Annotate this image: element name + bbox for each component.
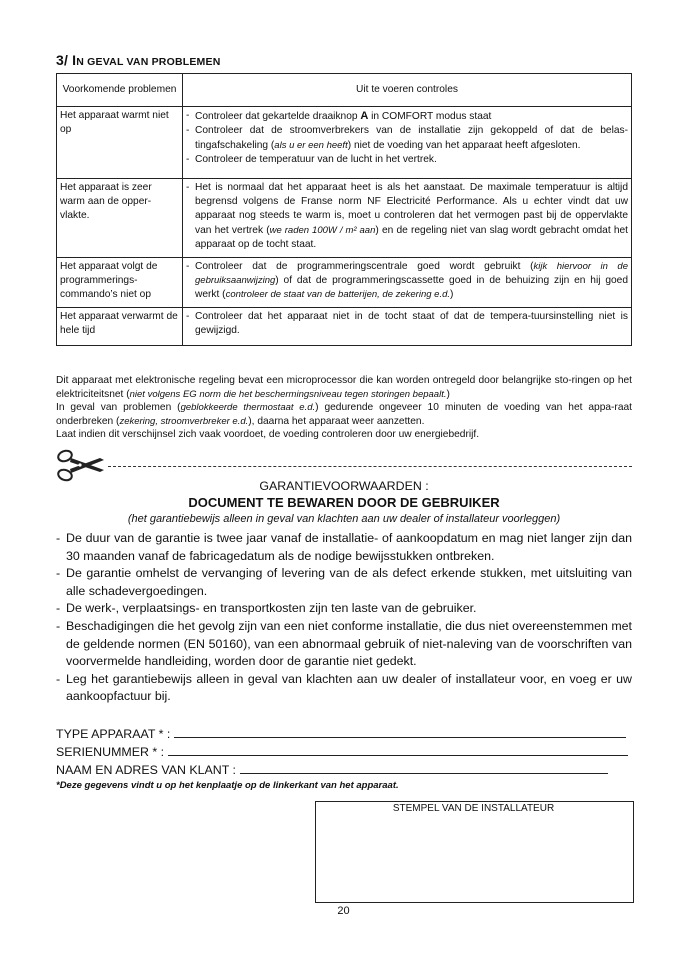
note-paragraph: Laat indien dit verschijnsel zich vaak voordoet, de voeding controleren door uw energiebedrijf. [56,429,480,441]
warranty-instruction: (het garantiebewijs alleen in geval van klachten aan uw dealer of installateur voorleggen) [127,513,561,525]
check-item: - Controleer dat gekartelde draaiknop A in COMFORT modus staat [186,109,628,124]
type-field: TYPE APPARAAT * : [56,727,626,741]
installer-stamp-box [315,801,634,903]
checks-cell [183,257,632,307]
page-number: 20 [337,905,350,917]
check-item: - Controleer dat de stroomverbrekers van de installatie zijn gekoppeld of dat de belas-tingafschakeling (als u er een heeft) niet de voeding van het apparaat heeft afgesloten. [186,124,628,153]
check-item: - Controleer dat het apparaat niet in de tocht staat of dat de tempera-tuursinstelling niet is gewijzigd. [186,310,628,339]
warranty-item: - Leg het garantiebewijs alleen in geval van klachten aan uw dealer of installateur voor, en voeg er uw aankoopfactuur bij. [56,671,632,706]
warranty-item: - De duur van de garantie is twee jaar vanaf de installatie- of aankoopdatum en mag niet langer zijn dan 30 maanden vanaf de fabricagedatum als de nodige bewijsstukken ontbreken. [56,530,632,565]
table-row [57,257,632,307]
type-input-line[interactable] [174,727,626,738]
note-paragraph: In geval van problemen (geblokkeerde thermostaat e.d.) gedurende ongeveer 10 minuten de voeding van het appa-raat onderbreken (zekering, stroomverbreker e.d.), daarna het apparaat weer aanzetten. [56,402,632,427]
warranty-item: - Beschadigingen die het gevolg zijn van een niet conforme installatie, die dus niet overeenstemmen met de geldende normen (EN 50160), van een abnormaal gebruik of niet-naleving van de voorschriften van voorvermelde handleiding, worden door de garantie niet gedekt. [56,618,632,671]
header-problems: Voorkomende problemen [57,74,183,107]
electronics-note [56,374,632,442]
check-item: - Controleer de temperatuur van de lucht in het vertrek. [186,153,628,167]
problem-cell: Het apparaat volgt de programmerings-commando’s niet op [57,257,183,307]
header-checks: Uit te voeren controles [183,74,632,107]
table-header-row [57,74,632,107]
warranty-item: - De garantie omhelst de vervanging of levering van de als defect erkende stukken, met uitsluiting van alle schadevergoedingen. [56,565,632,600]
check-item: - Controleer dat de programmeringscentrale goed wordt gebruikt (kijk hiervoor in de gebruiksaanwijzing) of dat de programmeringscassette goed in de behuizing zijn en hij goed werkt (controleer de staat van de batterijen, de zekering e.d.) [186,260,628,303]
problem-cell: Het apparaat verwarmt de hele tijd [57,307,183,345]
warranty-subheading: DOCUMENT TE BEWAREN DOOR DE GEBRUIKER [188,495,500,510]
checks-cell [183,178,632,257]
check-item: - Het is normaal dat het apparaat heet is als het aanstaat. De maximale temperatuur is altijd begrensd volgens de Franse norm NF Electricité Performance. Als u echter vindt dat uw apparaat nog steeds te warm is, moet u controleren dat het vermogen past bij de oppervlakte van het vertrek (we raden 100W / m² aan) en de regeling niet van slag wordt gebracht omdat het apparaat op de tocht staat. [186,181,628,253]
cut-line [108,466,632,467]
checks-cell [183,107,632,179]
warranty-terms [56,530,632,706]
serial-field: SERIENUMMER * : [56,745,628,759]
section-title: 3/ IN GEVAL VAN PROBLEMEN [56,52,221,68]
problem-cell: Het apparaat is zeer warm aan de opper-vlakte. [57,178,183,257]
stamp-label: STEMPEL VAN DE INSTALLATEUR [392,803,555,814]
customer-input-line[interactable] [240,763,608,774]
troubleshooting-table [56,73,632,346]
warranty-item: - De werk-, verplaatsings- en transportkosten zijn ten laste van de gebruiker. [56,600,632,618]
fields-footnote: *Deze gegevens vindt u op het kenplaatje op de linkerkant van het apparaat. [56,780,399,791]
problem-cell: Het apparaat warmt niet op [57,107,183,179]
customer-field: NAAM EN ADRES VAN KLANT : [56,763,608,777]
note-paragraph: Dit apparaat met elektronische regeling bevat een microprocessor die kan worden ontregeld door belangrijke sto-ringen op het elektriciteitsnet (niet volgens EG norm die het beschermingsniveau tegen storingen bepaalt.) [56,375,632,400]
warranty-heading: GARANTIEVOORWAARDEN : [259,479,429,493]
table-row [57,107,632,179]
table-row [57,178,632,257]
table-row [57,307,632,345]
serial-input-line[interactable] [168,745,628,756]
checks-cell [183,307,632,345]
